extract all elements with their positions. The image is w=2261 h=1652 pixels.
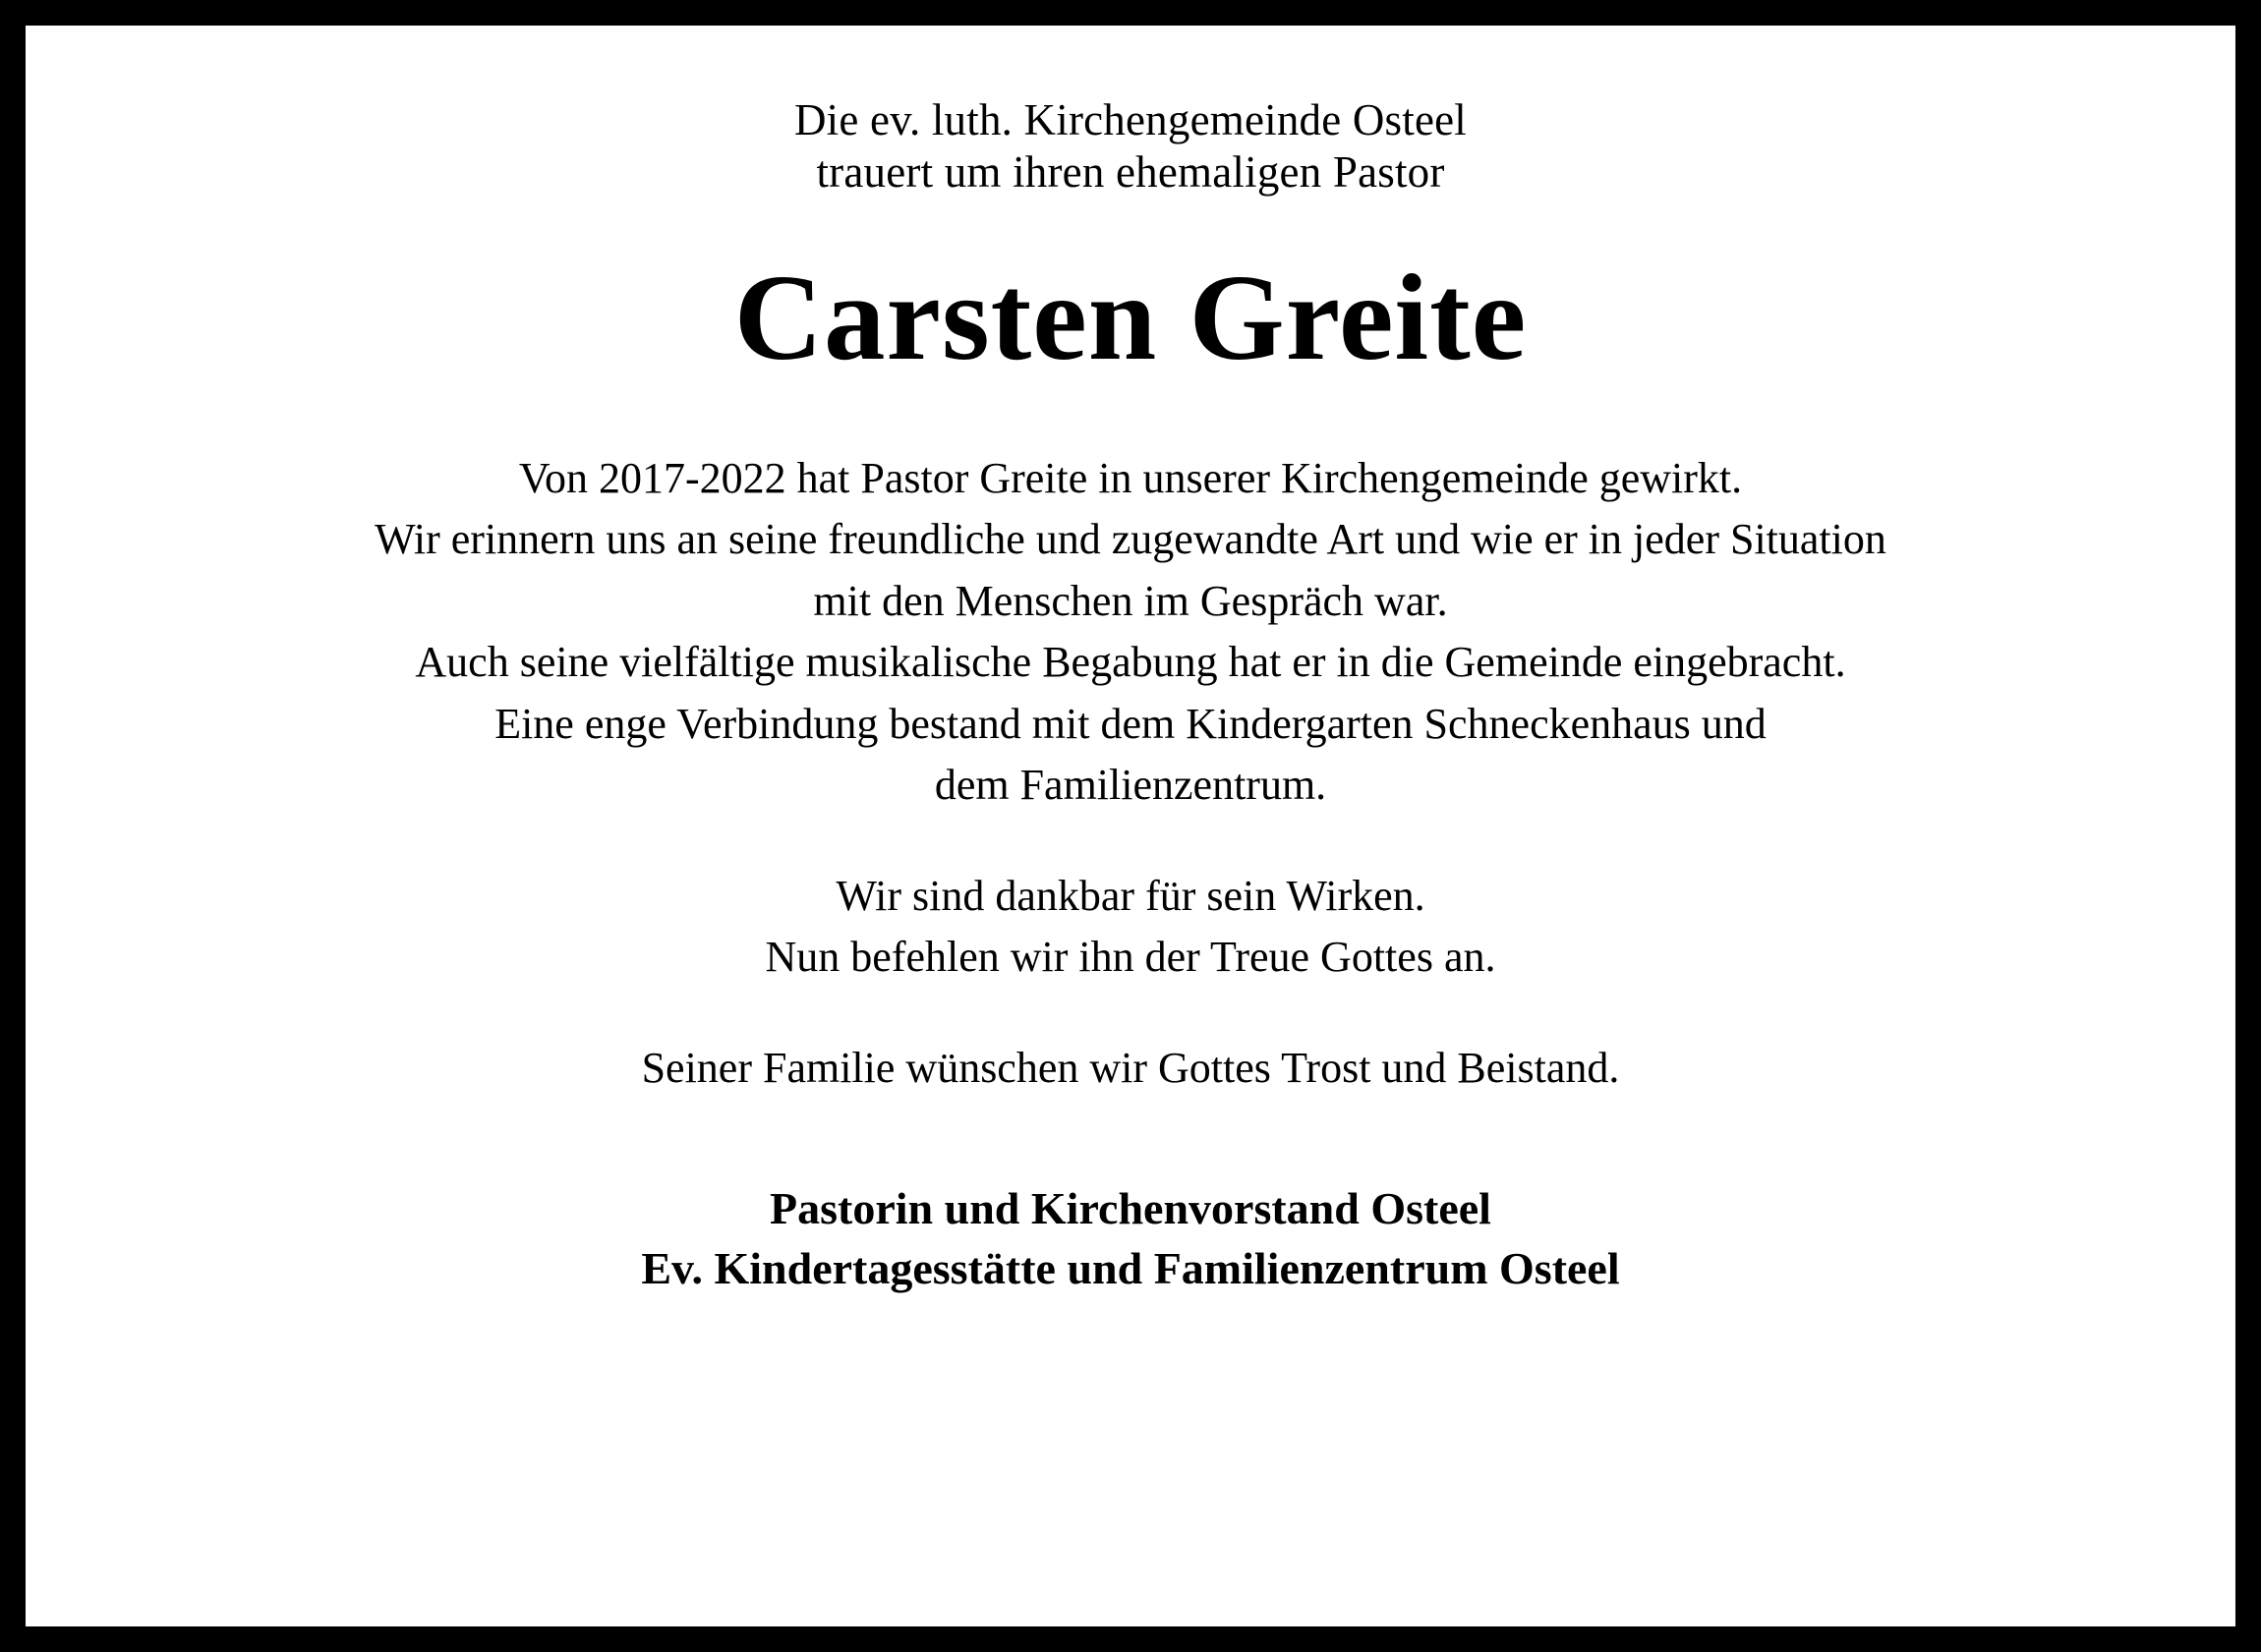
tribute-line: mit den Menschen im Gespräch war. [813, 576, 1448, 625]
paragraph-spacer [85, 817, 2176, 866]
tribute-line: dem Familienzentrum. [934, 761, 1327, 810]
tribute-line: Nun befehlen wir ihn der Treue Gottes an. [765, 933, 1496, 982]
signature-block [85, 1179, 2176, 1298]
tribute-line: Wir erinnern uns an seine freundliche und zugewandte Art und wie er in jeder Situation [375, 515, 1886, 564]
tribute-line: Auch seine vielfältige musikalische Begabung hat er in die Gemeinde eingebracht. [415, 638, 1846, 687]
signature-line-1: Pastorin und Kirchenvorstand Osteel [770, 1183, 1491, 1233]
tribute-paragraph-3 [85, 1038, 2176, 1099]
tribute-line: Von 2017-2022 hat Pastor Greite in unserer Kirchengemeinde gewirkt. [518, 453, 1743, 502]
tribute-line: Wir sind dankbar für sein Wirken. [836, 871, 1425, 920]
intro-block [85, 94, 2176, 198]
obituary-content [22, 22, 2239, 1630]
tribute-line: Eine enge Verbindung bestand mit dem Kindergarten Schneckenhaus und [494, 699, 1767, 748]
intro-line-1: Die ev. luth. Kirchengemeinde Osteel [793, 95, 1468, 144]
deceased-name: Carsten Greite [733, 251, 1528, 387]
tribute-line: Seiner Familie wünschen wir Gottes Trost und Beistand. [641, 1043, 1620, 1092]
intro-line-2: trauert um ihren ehemaligen Pastor [816, 146, 1445, 197]
paragraph-spacer [85, 989, 2176, 1038]
tribute-paragraph-1 [85, 448, 2176, 817]
tribute-paragraph-2 [85, 866, 2176, 989]
signature-line-2: Ev. Kindertagesstätte und Familienzentrum Osteel [641, 1242, 1620, 1293]
